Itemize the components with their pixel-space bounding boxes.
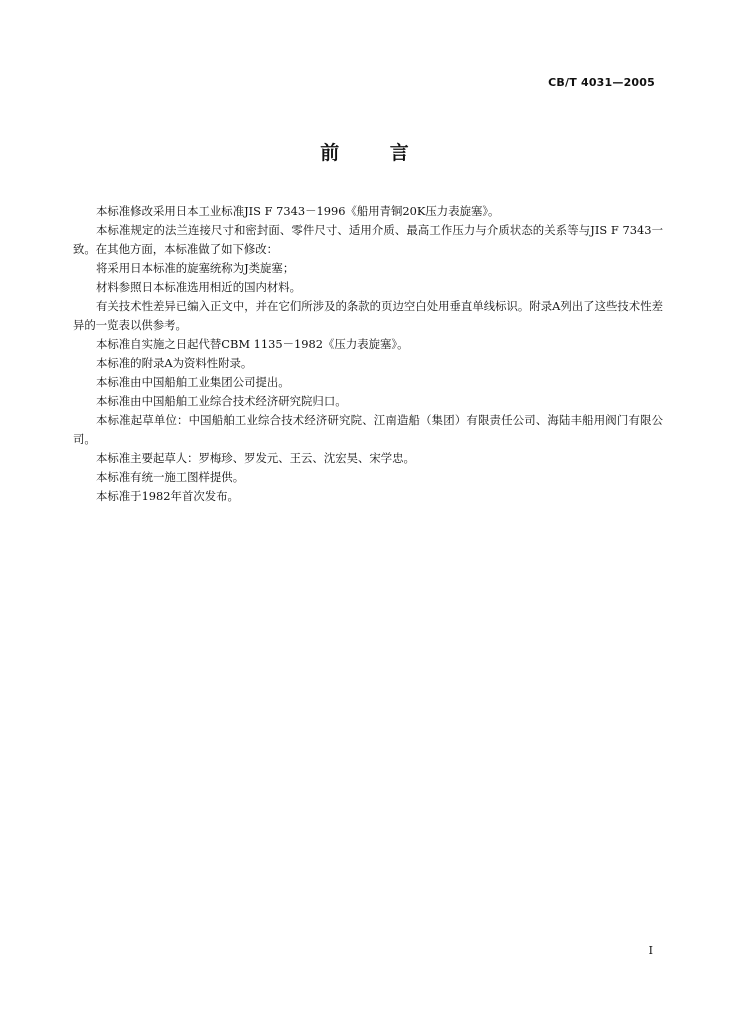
standard-code: CB/T 4031—2005 <box>548 76 655 89</box>
paragraph-drawings: 本标准有统一施工图样提供。 <box>96 470 245 484</box>
paragraph-proposed-by: 本标准由中国船舶工业集团公司提出。 <box>96 375 290 389</box>
foreword-body <box>73 202 663 506</box>
paragraph-drafting-units: 本标准起草单位：中国船舶工业综合技术经济研究院、江南造船（集团）有限责任公司、海陆丰船用阀门有限公司。 <box>73 413 663 446</box>
paragraph-modification-2: 材料参照日本标准选用相近的国内材料。 <box>96 280 302 294</box>
paragraph-replaces: 本标准自实施之日起代替CBM 1135－1982《压力表旋塞》。 <box>96 337 409 351</box>
paragraph-managed-by: 本标准由中国船舶工业综合技术经济研究院归口。 <box>96 394 347 408</box>
page-number: I <box>648 944 653 957</box>
page-title: 前 言 <box>320 142 431 164</box>
paragraph-annex: 本标准的附录A为资料性附录。 <box>96 356 253 370</box>
paragraph-modification-1: 将采用日本标准的旋塞统称为J类旋塞； <box>96 261 295 275</box>
paragraph-first-issued: 本标准于1982年首次发布。 <box>96 489 239 503</box>
paragraph-scope: 本标准规定的法兰连接尺寸和密封面、零件尺寸、适用介质、最高工作压力与介质状态的关系等与JIS F 7343一致。在其他方面，本标准做了如下修改： <box>73 223 663 256</box>
paragraph-drafters: 本标准主要起草人：罗梅珍、罗发元、王云、沈宏昊、宋学忠。 <box>96 451 415 465</box>
paragraph-technical-differences: 有关技术性差异已编入正文中，并在它们所涉及的条款的页边空白处用垂直单线标识。附录A列出了这些技术性差异的一览表以供参考。 <box>73 299 663 332</box>
paragraph-adoption: 本标准修改采用日本工业标准JIS F 7343－1996《船用青铜20K压力表旋塞》。 <box>96 204 500 218</box>
